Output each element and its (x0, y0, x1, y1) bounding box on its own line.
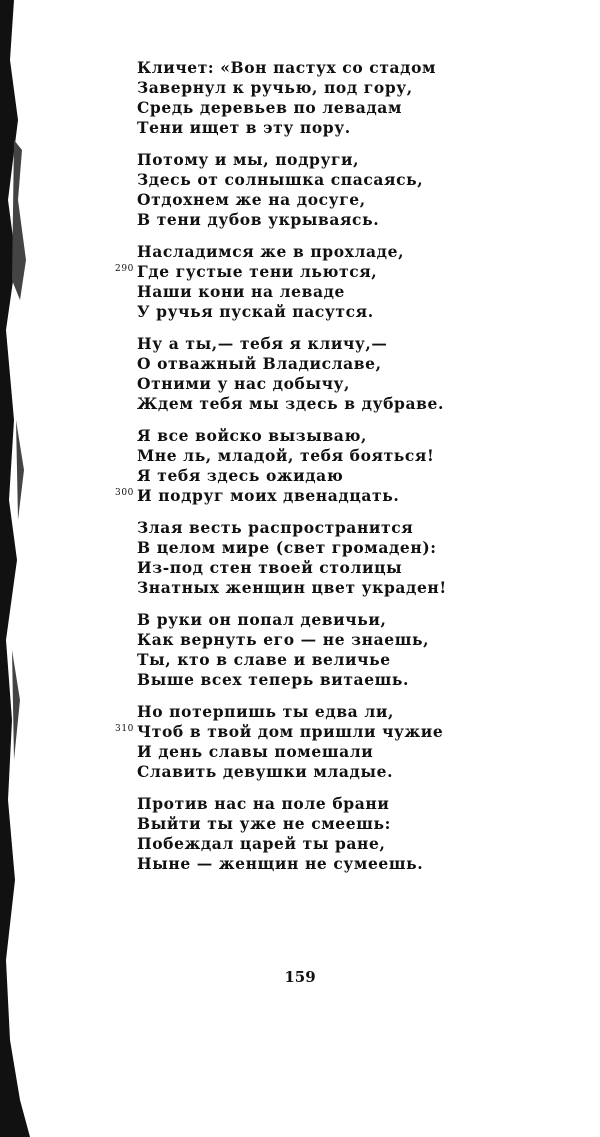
stanza (137, 58, 447, 138)
verse-line: В тени дубов укрываясь. (137, 210, 380, 229)
verse-line-numbered (115, 486, 447, 506)
line-number: 290 (115, 264, 134, 274)
verse-line: Здесь от солнышка спасаясь, (137, 170, 424, 189)
verse-line: Против нас на поле брани (137, 794, 390, 813)
verse-line: Потому и мы, подруги, (137, 150, 360, 169)
verse-line: Кличет: «Вон пастух со стадом (137, 58, 437, 77)
verse-line: Злая весть распространится (137, 518, 414, 537)
verse-line: Славить девушки младые. (137, 762, 394, 781)
verse-line: Ждем тебя мы здесь в дубраве. (137, 394, 444, 413)
scan-edge-shadow (0, 0, 40, 1137)
verse-line: Знатных женщин цвет украден! (137, 578, 447, 597)
line-number: 310 (115, 724, 134, 734)
verse-line: Побеждал царей ты ране, (137, 834, 386, 853)
verse-line: Насладимся же в прохладе, (137, 242, 405, 261)
stanza (137, 334, 447, 414)
verse-line: Я тебя здесь ожидаю (137, 466, 344, 485)
stanza (137, 518, 447, 598)
verse-line: У ручья пускай пасутся. (137, 302, 374, 321)
verse-line: В руки он попал девичьи, (137, 610, 387, 629)
verse-line: Ну а ты,— тебя я кличу,— (137, 334, 388, 353)
stanza (137, 610, 447, 690)
verse-line: Как вернуть его — не знаешь, (137, 630, 430, 649)
stanza (137, 794, 447, 874)
stanza (115, 242, 447, 322)
verse-line: Средь деревьев по левадам (137, 98, 403, 117)
line-number: 300 (115, 488, 134, 498)
verse-line: Выйти ты уже не смеешь: (137, 814, 391, 833)
verse-line: Я все войско вызываю, (137, 426, 367, 445)
stanza (115, 426, 447, 506)
verse-line: Отдохнем же на досуге, (137, 190, 366, 209)
verse-line: Отними у нас добычу, (137, 374, 351, 393)
verse-line: Мне ль, младой, тебя бояться! (137, 446, 435, 465)
verse-line: Ты, кто в славе и величье (137, 650, 391, 669)
verse-line-numbered (115, 722, 447, 742)
page-number: 159 (284, 968, 316, 986)
stanza (137, 150, 447, 230)
stanza (115, 702, 447, 782)
verse-text: И подруг моих двенадцать. (137, 486, 400, 505)
verse-line: Но потерпишь ты едва ли, (137, 702, 394, 721)
verse-line: Выше всех теперь витаешь. (137, 670, 410, 689)
verse-line: Завернул к ручью, под гору, (137, 78, 413, 97)
verse-text: Где густые тени льются, (137, 262, 378, 281)
poem-text (115, 58, 447, 886)
verse-line: И день славы помешали (137, 742, 374, 761)
verse-line: Ныне — женщин не сумеешь. (137, 854, 424, 873)
verse-text: Чтоб в твой дом пришли чужие (137, 722, 444, 741)
verse-line: В целом мире (свет громаден): (137, 538, 437, 557)
verse-line: Из-под стен твоей столицы (137, 558, 403, 577)
verse-line: Наши кони на леваде (137, 282, 345, 301)
verse-line-numbered (115, 262, 447, 282)
verse-line: О отважный Владиславе, (137, 354, 382, 373)
verse-line: Тени ищет в эту пору. (137, 118, 351, 137)
